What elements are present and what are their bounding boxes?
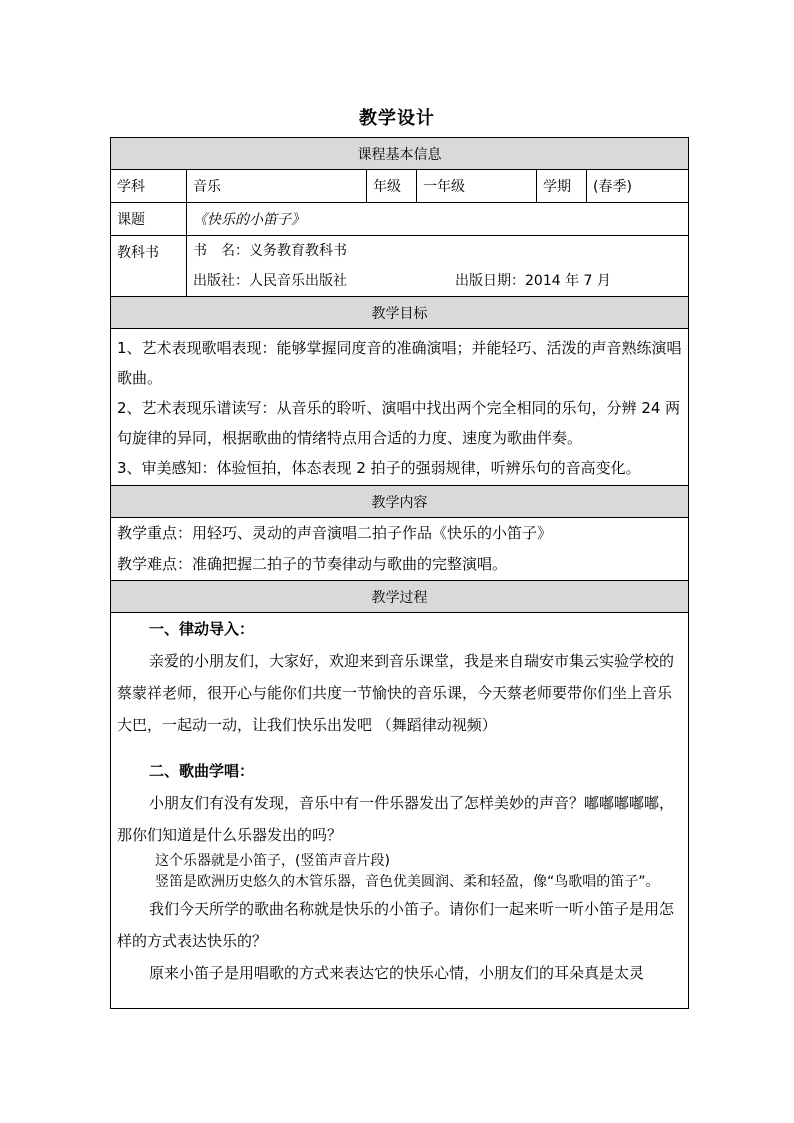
objectives-header-row: [111, 297, 689, 329]
section-heading: 一、律动导入：: [149, 620, 255, 638]
content-row: [111, 518, 689, 581]
publish-date: 出版日期：2014 年 7 月: [455, 273, 611, 289]
objectives-row: [111, 329, 689, 486]
content-body: [111, 518, 689, 581]
difficulty: 教学难点：准确把握二拍子的节奏律动与歌曲的完整演唱。: [117, 555, 508, 573]
grade-label: 年级: [367, 170, 417, 203]
textbook-info: [187, 236, 689, 297]
section-heading: 二、歌曲学唱：: [149, 762, 255, 780]
paragraph: 竖笛是欧洲历史悠久的木管乐器，音色优美圆润、柔和轻盈，像“鸟歌唱的笛子”。: [155, 874, 660, 890]
grade-value: 一年级: [417, 170, 537, 203]
lesson-plan-table: [110, 137, 689, 1009]
subject-label: 学科: [111, 170, 187, 203]
basic-info-header: 课程基本信息: [111, 138, 689, 170]
key-point: 教学重点：用轻巧、灵动的声音演唱二拍子作品《快乐的小笛子》: [117, 524, 553, 542]
textbook-row: [111, 236, 689, 297]
publisher-line: [187, 266, 688, 296]
document-title: 教学设计: [359, 108, 435, 129]
paragraph: 亲爱的小朋友们，大家好，欢迎来到音乐课堂，我是来自瑞安市集云实验学校的蔡蒙祥老师，很开心与能你们共度一节愉快的音乐课，今天蔡老师要带你们坐上音乐大巴，一起动一动，让我们快乐出发吧 （舞蹈律动视频）: [117, 652, 675, 734]
subject-value: 音乐: [187, 170, 367, 203]
process-header-row: [111, 581, 689, 613]
process-body: [111, 613, 689, 1009]
topic-value: 《快乐的小笛子》: [187, 203, 689, 236]
term-label: 学期: [537, 170, 587, 203]
paragraph: 小朋友们有没有发现，音乐中有一件乐器发出了怎样美妙的声音？嘟嘟嘟嘟嘟，那你们知道是什么乐器发出的吗？: [117, 794, 675, 844]
process-row: [111, 613, 689, 1009]
objectives-body: [111, 329, 689, 486]
topic-row: [111, 203, 689, 236]
paragraph: 原来小笛子是用唱歌的方式来表达它的快乐心情，小朋友们的耳朵真是太灵: [149, 964, 645, 982]
paragraph: 我们今天所学的歌曲名称就是快乐的小笛子。请你们一起来听一听小笛子是用怎样的方式表达快乐的？: [117, 900, 675, 950]
process-header: 教学过程: [111, 581, 689, 613]
objectives-header: 教学目标: [111, 297, 689, 329]
content-header-row: [111, 486, 689, 518]
paragraph: 这个乐器就是小笛子，(竖笛声音片段): [155, 853, 390, 869]
book-name: 书 名：义务教育教科书: [193, 243, 347, 259]
topic-label: 课题: [111, 203, 187, 236]
publisher: 出版社：人民音乐出版社: [193, 273, 347, 289]
objective-item: 2、艺术表现乐谱读写：从音乐的聆听、演唱中找出两个完全相同的乐句，分辨 24 两句旋律的异同，根据歌曲的情绪特点用合适的力度、速度为歌曲伴奏。: [117, 399, 681, 447]
term-value: (春季): [587, 170, 689, 203]
subject-row: [111, 170, 689, 203]
objective-item: 3、审美感知：体验恒拍，体态表现 2 拍子的强弱规律，听辨乐句的音高变化。: [117, 459, 641, 477]
objective-item: 1、艺术表现歌唱表现：能够掌握同度音的准确演唱；并能轻巧、活泼的声音熟练演唱歌曲。: [117, 339, 682, 387]
content-header: 教学内容: [111, 486, 689, 518]
textbook-label: 教科书: [111, 236, 187, 297]
section-header-row: [111, 138, 689, 170]
